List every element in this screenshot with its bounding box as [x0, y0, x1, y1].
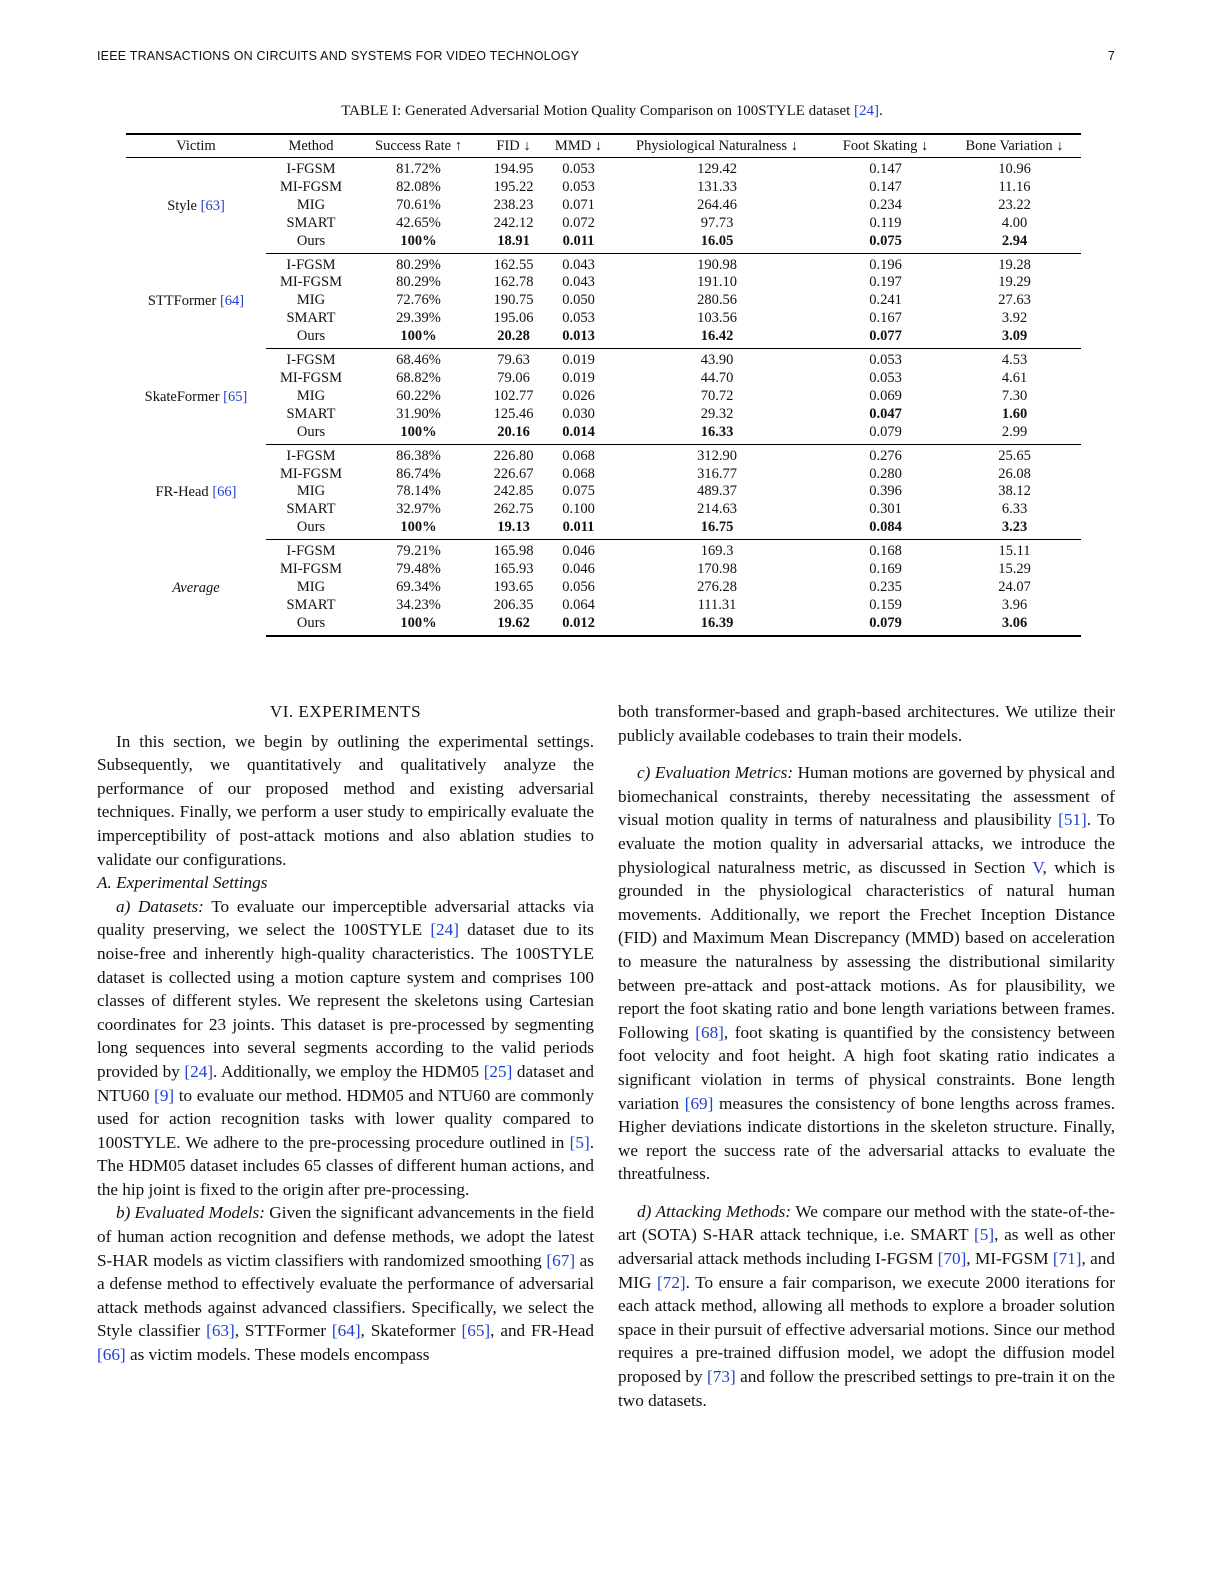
text-run: , Skateformer — [360, 1321, 462, 1341]
value-cell: 0.147 — [869, 178, 902, 195]
value-cell: 0.068 — [562, 447, 595, 464]
value-cell: 3.06 — [948, 615, 1081, 636]
method-cell: Ours — [266, 615, 356, 636]
value-cell: 16.42 — [611, 328, 823, 348]
datasets-title: a) Datasets: — [116, 896, 204, 916]
value-cell: 0.011 — [546, 519, 611, 539]
citation-link[interactable]: [25] — [483, 1061, 513, 1081]
value-cell: 79.06 — [497, 369, 530, 386]
value-cell: 70.72 — [700, 387, 734, 404]
victim-cell: SkateFormer [65] — [144, 388, 248, 405]
value-cell: 80.29% — [396, 274, 441, 291]
value-cell: 0.241 — [869, 292, 902, 309]
value-cell: 0.147 — [869, 161, 902, 177]
citation-link[interactable]: [65] — [461, 1321, 491, 1341]
value-cell: 34.23% — [396, 596, 441, 613]
method-cell: MIG — [296, 483, 326, 500]
value-cell: 43.90 — [700, 352, 734, 369]
text-run: . The HDM05 dataset includes 65 classes of different human actions, and the hip joint is fixed to the origin after pre-processing. — [97, 1132, 594, 1199]
models-title: b) Evaluated Models: — [116, 1203, 265, 1223]
value-cell: 19.62 — [481, 615, 546, 636]
value-cell: 3.09 — [948, 328, 1081, 348]
value-cell: 29.39% — [396, 310, 441, 327]
column-header: Method — [266, 134, 356, 158]
value-cell: 206.35 — [493, 596, 534, 613]
value-cell: 489.37 — [697, 483, 737, 500]
citation-link[interactable]: [65] — [223, 388, 248, 405]
text-run: to evaluate our method. HDM05 and NTU60 are commonly used for action recognition tasks with lower quality compared to 100STYLE. We adhere to the pre-processing procedure outlined in — [97, 1085, 594, 1152]
method-cell: MI-FGSM — [279, 369, 343, 386]
column-header: Bone Variation ↓ — [948, 134, 1081, 158]
value-cell: 0.079 — [823, 615, 948, 636]
value-cell: 242.85 — [493, 483, 534, 500]
value-cell: 0.056 — [562, 578, 595, 595]
value-cell: 0.235 — [869, 578, 902, 595]
value-cell: 0.072 — [562, 214, 595, 231]
value-cell: 0.053 — [869, 369, 902, 386]
datasets-text — [97, 897, 594, 1199]
table-row — [126, 406, 1081, 424]
value-cell: 16.75 — [611, 519, 823, 539]
value-cell: 264.46 — [697, 196, 737, 213]
column-header: Physiological Naturalness ↓ — [611, 134, 823, 158]
value-cell: 69.34% — [396, 578, 441, 595]
page-number: 7 — [1107, 49, 1115, 63]
value-cell: 16.39 — [611, 615, 823, 636]
value-cell: 2.99 — [948, 424, 1081, 444]
table-row — [126, 561, 1081, 579]
value-cell: 100% — [356, 615, 481, 636]
table-row — [126, 579, 1081, 597]
value-cell: 193.65 — [493, 578, 534, 595]
value-cell: 129.42 — [697, 161, 737, 177]
value-cell: 0.100 — [562, 501, 595, 518]
value-cell: 82.08% — [396, 178, 441, 195]
table-row — [126, 519, 1081, 539]
section-heading: VI. EXPERIMENTS — [269, 702, 422, 721]
value-cell: 0.119 — [869, 214, 902, 231]
value-cell: 86.38% — [396, 447, 441, 464]
table-row — [126, 328, 1081, 348]
citation-link[interactable]: [67] — [546, 1250, 576, 1270]
method-cell: SMART — [286, 310, 336, 327]
value-cell: 79.48% — [396, 561, 441, 578]
value-cell: 191.10 — [697, 274, 737, 291]
text-run: measures the consistency of bone lengths across frames. Higher deviations indicate distortions in the skeleton structure. Finally, we report the success rate of the adversarial attacks to evaluate the threatfulness. — [618, 1093, 1115, 1184]
value-cell: 19.28 — [998, 256, 1031, 273]
value-cell: 72.76% — [396, 292, 441, 309]
value-cell: 0.053 — [562, 178, 595, 195]
attack-text — [618, 1202, 1115, 1410]
text-run: , which is grounded in the physiological characteristics of natural human movements. Additionally, we report the Frechet Inception Distance (FID) and Maximum Mean Discrepancy (MMD) based on acceleration to measure the naturalness by assessing the distributional similarity between pre-attack and post-attack motions. As for plausibility, we report the foot skating ratio and bone length variations between frames. Following — [618, 857, 1115, 1042]
column-header: MMD ↓ — [546, 134, 611, 158]
value-cell: 16.05 — [611, 233, 823, 253]
value-cell: 226.67 — [493, 465, 534, 482]
value-cell: 0.011 — [546, 233, 611, 253]
value-cell: 226.80 — [493, 447, 534, 464]
text-run: To evaluate our imperceptible adversarial attacks via quality preserving, we select the 100STYLE — [97, 896, 595, 940]
results-table — [126, 133, 1081, 637]
value-cell: 38.12 — [998, 483, 1031, 500]
method-cell: Ours — [266, 328, 356, 348]
value-cell: 0.046 — [562, 561, 595, 578]
method-cell: SMART — [286, 596, 336, 613]
method-cell: I-FGSM — [286, 543, 336, 560]
value-cell: 162.55 — [493, 256, 534, 273]
right-column — [618, 700, 1115, 1412]
attack-title: d) Attacking Methods: — [637, 1201, 792, 1221]
method-cell: SMART — [286, 405, 336, 422]
value-cell: 7.30 — [1001, 387, 1028, 404]
text-run: as a defense method to effectively evaluate the performance of adversarial attack methods against advanced classifiers. Specifically, we select the Style classifier — [97, 1250, 594, 1341]
citation-link[interactable]: [73] — [707, 1367, 736, 1387]
victim-cell: STTFormer [64] — [147, 293, 245, 310]
value-cell: 6.33 — [1001, 501, 1028, 518]
table-row — [126, 597, 1081, 615]
value-cell: 0.301 — [869, 501, 902, 518]
value-cell: 280.56 — [697, 292, 737, 309]
method-cell: MIG — [296, 196, 326, 213]
table-row — [126, 197, 1081, 215]
value-cell: 44.70 — [700, 369, 734, 386]
value-cell: 32.97% — [396, 501, 441, 518]
table-row — [126, 370, 1081, 388]
value-cell: 3.96 — [1001, 596, 1028, 613]
intro-paragraph: In this section, we begin by outlining the experimental settings. Subsequently, we quantitatively and qualitatively analyze the performance of our proposed method and existing adversarial techniques. Finally, we perform a user study to empirically evaluate the imperceptibility of post-attack motions and also ablation studies to validate our configurations. — [97, 731, 594, 869]
metrics-text — [618, 763, 1115, 1183]
value-cell: 316.77 — [697, 465, 737, 482]
victim-group — [126, 444, 1081, 540]
value-cell: 0.075 — [562, 483, 595, 500]
models-text — [97, 1203, 594, 1364]
method-cell: MI-FGSM — [279, 178, 343, 195]
running-header — [97, 49, 1115, 63]
text-run: dataset and NTU60 — [97, 1061, 594, 1105]
victim-group — [126, 158, 1081, 254]
table-row — [126, 424, 1081, 444]
value-cell: 0.079 — [823, 424, 948, 444]
value-cell: 15.29 — [998, 561, 1031, 578]
value-cell: 0.234 — [869, 196, 902, 213]
left-column — [97, 700, 594, 1367]
metrics-paragraph — [618, 761, 1115, 1186]
value-cell: 262.75 — [493, 501, 534, 518]
citation-link[interactable]: [68] — [695, 1022, 724, 1042]
value-cell: 19.29 — [998, 274, 1031, 291]
value-cell: 60.22% — [396, 387, 441, 404]
value-cell: 0.053 — [869, 352, 902, 369]
citation-link[interactable]: [63] — [200, 198, 225, 215]
value-cell: 0.071 — [562, 196, 595, 213]
text-run: . To evaluate the motion quality in adversarial attacks, we introduce the physiological naturalness metric, as discussed in Section — [618, 810, 1115, 877]
citation-link[interactable]: [9] — [154, 1085, 175, 1105]
value-cell: 79.63 — [497, 352, 530, 369]
journal-name: IEEE TRANSACTIONS ON CIRCUITS AND SYSTEMS FOR VIDEO TECHNOLOGY — [97, 49, 580, 63]
value-cell: 102.77 — [493, 387, 534, 404]
method-cell: I-FGSM — [286, 161, 336, 177]
text-run: . To ensure a fair comparison, we execute 2000 iterations for each attack method, allowing all methods to explore a broader solution space in their pursuit of effective adversarial motions. Since our method requires a pre-trained diffusion model, we adopt the diffusion model proposed by — [618, 1272, 1115, 1387]
value-cell: 16.33 — [611, 424, 823, 444]
value-cell: 0.013 — [546, 328, 611, 348]
value-cell: 0.019 — [562, 352, 595, 369]
value-cell: 27.63 — [998, 292, 1031, 309]
table-row — [126, 179, 1081, 197]
value-cell: 42.65% — [396, 214, 441, 231]
value-cell: 3.23 — [948, 519, 1081, 539]
value-cell: 4.00 — [1001, 214, 1028, 231]
table-row — [126, 615, 1081, 636]
table-row — [126, 444, 1081, 465]
table-row — [126, 233, 1081, 253]
method-cell: MIG — [296, 387, 326, 404]
value-cell: 1.60 — [1001, 405, 1028, 422]
value-cell: 0.159 — [869, 596, 902, 613]
table-row — [126, 158, 1081, 179]
value-cell: 194.95 — [493, 161, 534, 177]
citation-link[interactable]: [5] — [569, 1132, 590, 1152]
value-cell: 131.33 — [697, 178, 737, 195]
victim-cell: Style [63] — [167, 198, 225, 215]
text-run: as victim models. These models encompass — [125, 1345, 430, 1365]
value-cell: 238.23 — [493, 196, 534, 213]
value-cell: 312.90 — [697, 447, 737, 464]
value-cell: 242.12 — [493, 214, 534, 231]
victim-group — [126, 540, 1081, 636]
value-cell: 0.075 — [823, 233, 948, 253]
victim-group — [126, 253, 1081, 349]
value-cell: 111.31 — [697, 596, 737, 613]
table-row — [126, 349, 1081, 370]
value-cell: 169.3 — [700, 543, 734, 560]
citation-link[interactable]: [69] — [684, 1093, 714, 1113]
table-row — [126, 274, 1081, 292]
citation-link[interactable]: [64] — [219, 293, 245, 310]
citation-link[interactable]: [72] — [657, 1272, 686, 1292]
method-cell: MI-FGSM — [279, 465, 343, 482]
text-run: , STTFormer — [234, 1321, 332, 1341]
value-cell: 0.068 — [562, 465, 595, 482]
value-cell: 19.13 — [481, 519, 546, 539]
value-cell: 0.280 — [869, 465, 902, 482]
datasets-paragraph — [97, 895, 594, 1202]
value-cell: 0.050 — [562, 292, 595, 309]
citation-link[interactable]: [66] — [97, 1345, 126, 1365]
value-cell: 100% — [356, 328, 481, 348]
text-run: , as well as other adversarial attack methods including I-FGSM — [618, 1225, 1115, 1269]
citation-link[interactable]: [24] — [184, 1061, 214, 1081]
value-cell: 0.169 — [869, 561, 902, 578]
value-cell: 190.98 — [697, 256, 737, 273]
text-run: . Additionally, we employ the HDM05 — [213, 1061, 484, 1081]
citation-link[interactable]: [5] — [974, 1225, 995, 1245]
citation-link[interactable]: [66] — [212, 484, 237, 501]
value-cell: 0.276 — [869, 447, 902, 464]
value-cell: 165.93 — [493, 561, 534, 578]
value-cell: 4.53 — [1001, 352, 1028, 369]
value-cell: 100% — [356, 519, 481, 539]
value-cell: 0.064 — [562, 596, 595, 613]
value-cell: 25.65 — [998, 447, 1031, 464]
value-cell: 0.026 — [562, 387, 595, 404]
table-row — [126, 292, 1081, 310]
value-cell: 26.08 — [998, 465, 1031, 482]
method-cell: I-FGSM — [286, 352, 336, 369]
method-cell: Ours — [266, 233, 356, 253]
value-cell: 68.82% — [396, 369, 441, 386]
value-cell: 0.396 — [869, 483, 902, 500]
table-row — [126, 253, 1081, 274]
table-header — [126, 134, 1081, 158]
value-cell: 68.46% — [396, 352, 441, 369]
value-cell: 0.043 — [562, 256, 595, 273]
value-cell: 0.019 — [562, 369, 595, 386]
value-cell: 162.78 — [493, 274, 534, 291]
text-run: dataset due to its noise-free and inherently high-quality characteristics. The 100STYLE dataset is collected using a motion capture system and comprises 100 classes of different styles. We represent the skeletons using Cartesian coordinates for 23 joints. This dataset is pre-processed by segmenting long sequences into several segments according to the valid periods provided by — [97, 920, 594, 1081]
victim-cell: FR-Head [66] — [155, 484, 237, 501]
victim-group — [126, 349, 1081, 445]
text-run: , foot skating is quantified by the consistency between foot velocity and foot height. A high foot skating ratio indicates a significant violation in terms of physical constraints. Bone length variation — [618, 1022, 1115, 1113]
models-paragraph — [97, 1201, 594, 1366]
victim-cell: Average — [172, 580, 220, 597]
value-cell: 15.11 — [998, 543, 1031, 560]
value-cell: 0.053 — [562, 310, 595, 327]
value-cell: 276.28 — [697, 578, 737, 595]
value-cell: 80.29% — [396, 256, 441, 273]
value-cell: 31.90% — [396, 405, 441, 422]
value-cell: 20.16 — [481, 424, 546, 444]
column-header: FID ↓ — [481, 134, 546, 158]
text-run: Given the significant advancements in the field of human action recognition and defense methods, we adopt the latest S-HAR models as victim classifiers with randomized smoothing — [97, 1203, 594, 1270]
method-cell: SMART — [286, 214, 336, 231]
metrics-title: c) Evaluation Metrics: — [637, 763, 794, 783]
value-cell: 214.63 — [697, 501, 737, 518]
value-cell: 195.06 — [493, 310, 534, 327]
text-run: , MI-FGSM — [966, 1249, 1053, 1269]
method-cell: MIG — [296, 578, 326, 595]
value-cell: 0.069 — [869, 387, 902, 404]
table-row — [126, 388, 1081, 406]
value-cell: 3.92 — [1001, 310, 1028, 327]
value-cell: 195.22 — [493, 178, 534, 195]
method-cell: Ours — [266, 424, 356, 444]
text-run: Human motions are governed by physical and biomechanical constraints, thereby necessitating the assessment of visual motion quality in terms of naturalness and plausibility — [618, 763, 1115, 830]
value-cell: 97.73 — [700, 214, 734, 231]
value-cell: 0.043 — [562, 274, 595, 291]
citation-link[interactable]: [24] — [430, 920, 459, 940]
method-cell: MI-FGSM — [279, 274, 343, 291]
value-cell: 170.98 — [697, 561, 737, 578]
column-header: Foot Skating ↓ — [823, 134, 948, 158]
value-cell: 0.084 — [823, 519, 948, 539]
value-cell: 0.197 — [869, 274, 902, 291]
table-row — [126, 215, 1081, 233]
value-cell: 0.196 — [869, 256, 902, 273]
citation-link[interactable]: [63] — [206, 1321, 235, 1341]
value-cell: 81.72% — [396, 161, 441, 177]
table-caption — [0, 103, 1224, 120]
text-run: , and MIG — [618, 1249, 1115, 1292]
value-cell: 86.74% — [396, 465, 441, 482]
caption-text: TABLE I: Generated Adversarial Motion Quality Comparison on 100STYLE dataset — [341, 103, 855, 119]
caption-end: . — [879, 103, 883, 119]
method-cell: MIG — [296, 292, 326, 309]
value-cell: 0.167 — [869, 310, 902, 327]
citation-link[interactable]: [71] — [1052, 1249, 1082, 1269]
table-row — [126, 310, 1081, 328]
text-run: and follow the prescribed settings to pre-train it on the two datasets. — [618, 1367, 1115, 1410]
value-cell: 24.07 — [998, 578, 1031, 595]
value-cell: 70.61% — [396, 196, 441, 213]
value-cell: 100% — [356, 424, 481, 444]
subsection-heading: A. Experimental Settings — [97, 873, 268, 893]
value-cell: 125.46 — [493, 405, 534, 422]
value-cell: 100% — [356, 233, 481, 253]
citation-link[interactable]: [70] — [937, 1249, 967, 1269]
citation-link[interactable]: [51] — [1058, 810, 1087, 830]
value-cell: 0.053 — [562, 161, 595, 177]
method-cell: MI-FGSM — [279, 561, 343, 578]
continuation-paragraph: both transformer-based and graph-based architectures. We utilize their publicly available codebases to train their models. — [618, 702, 1115, 745]
value-cell: 165.98 — [493, 543, 534, 560]
attack-paragraph — [618, 1200, 1115, 1412]
column-header: Victim — [126, 134, 266, 158]
value-cell: 0.014 — [546, 424, 611, 444]
value-cell: 0.012 — [546, 615, 611, 636]
value-cell: 79.21% — [396, 543, 441, 560]
value-cell: 23.22 — [998, 196, 1031, 213]
text-run: We compare our method with the state-of-the-art (SOTA) S-HAR attack technique, i.e. SMART — [618, 1201, 1115, 1245]
table-row — [126, 540, 1081, 561]
value-cell: 0.077 — [823, 328, 948, 348]
value-cell: 4.61 — [1001, 369, 1028, 386]
value-cell: 10.96 — [998, 161, 1031, 177]
value-cell: 190.75 — [493, 292, 534, 309]
table-row — [126, 501, 1081, 519]
value-cell: 0.046 — [562, 543, 595, 560]
value-cell: 78.14% — [396, 483, 441, 500]
citation-link[interactable]: V — [1032, 857, 1043, 877]
value-cell: 103.56 — [697, 310, 737, 327]
text-run: , and FR-Head — [490, 1321, 594, 1341]
value-cell: 11.16 — [998, 178, 1031, 195]
column-header: Success Rate ↑ — [356, 134, 481, 158]
table-row — [126, 483, 1081, 501]
caption-ref[interactable]: [24] — [854, 103, 880, 119]
method-cell: Ours — [266, 519, 356, 539]
value-cell: 0.030 — [562, 405, 595, 422]
value-cell: 2.94 — [948, 233, 1081, 253]
method-cell: I-FGSM — [286, 447, 336, 464]
value-cell: 0.168 — [869, 543, 902, 560]
table-row — [126, 466, 1081, 484]
citation-link[interactable]: [64] — [331, 1321, 361, 1341]
value-cell: 0.047 — [869, 405, 902, 422]
value-cell: 20.28 — [481, 328, 546, 348]
method-cell: SMART — [286, 501, 336, 518]
method-cell: I-FGSM — [286, 256, 336, 273]
value-cell: 18.91 — [481, 233, 546, 253]
value-cell: 29.32 — [700, 405, 734, 422]
